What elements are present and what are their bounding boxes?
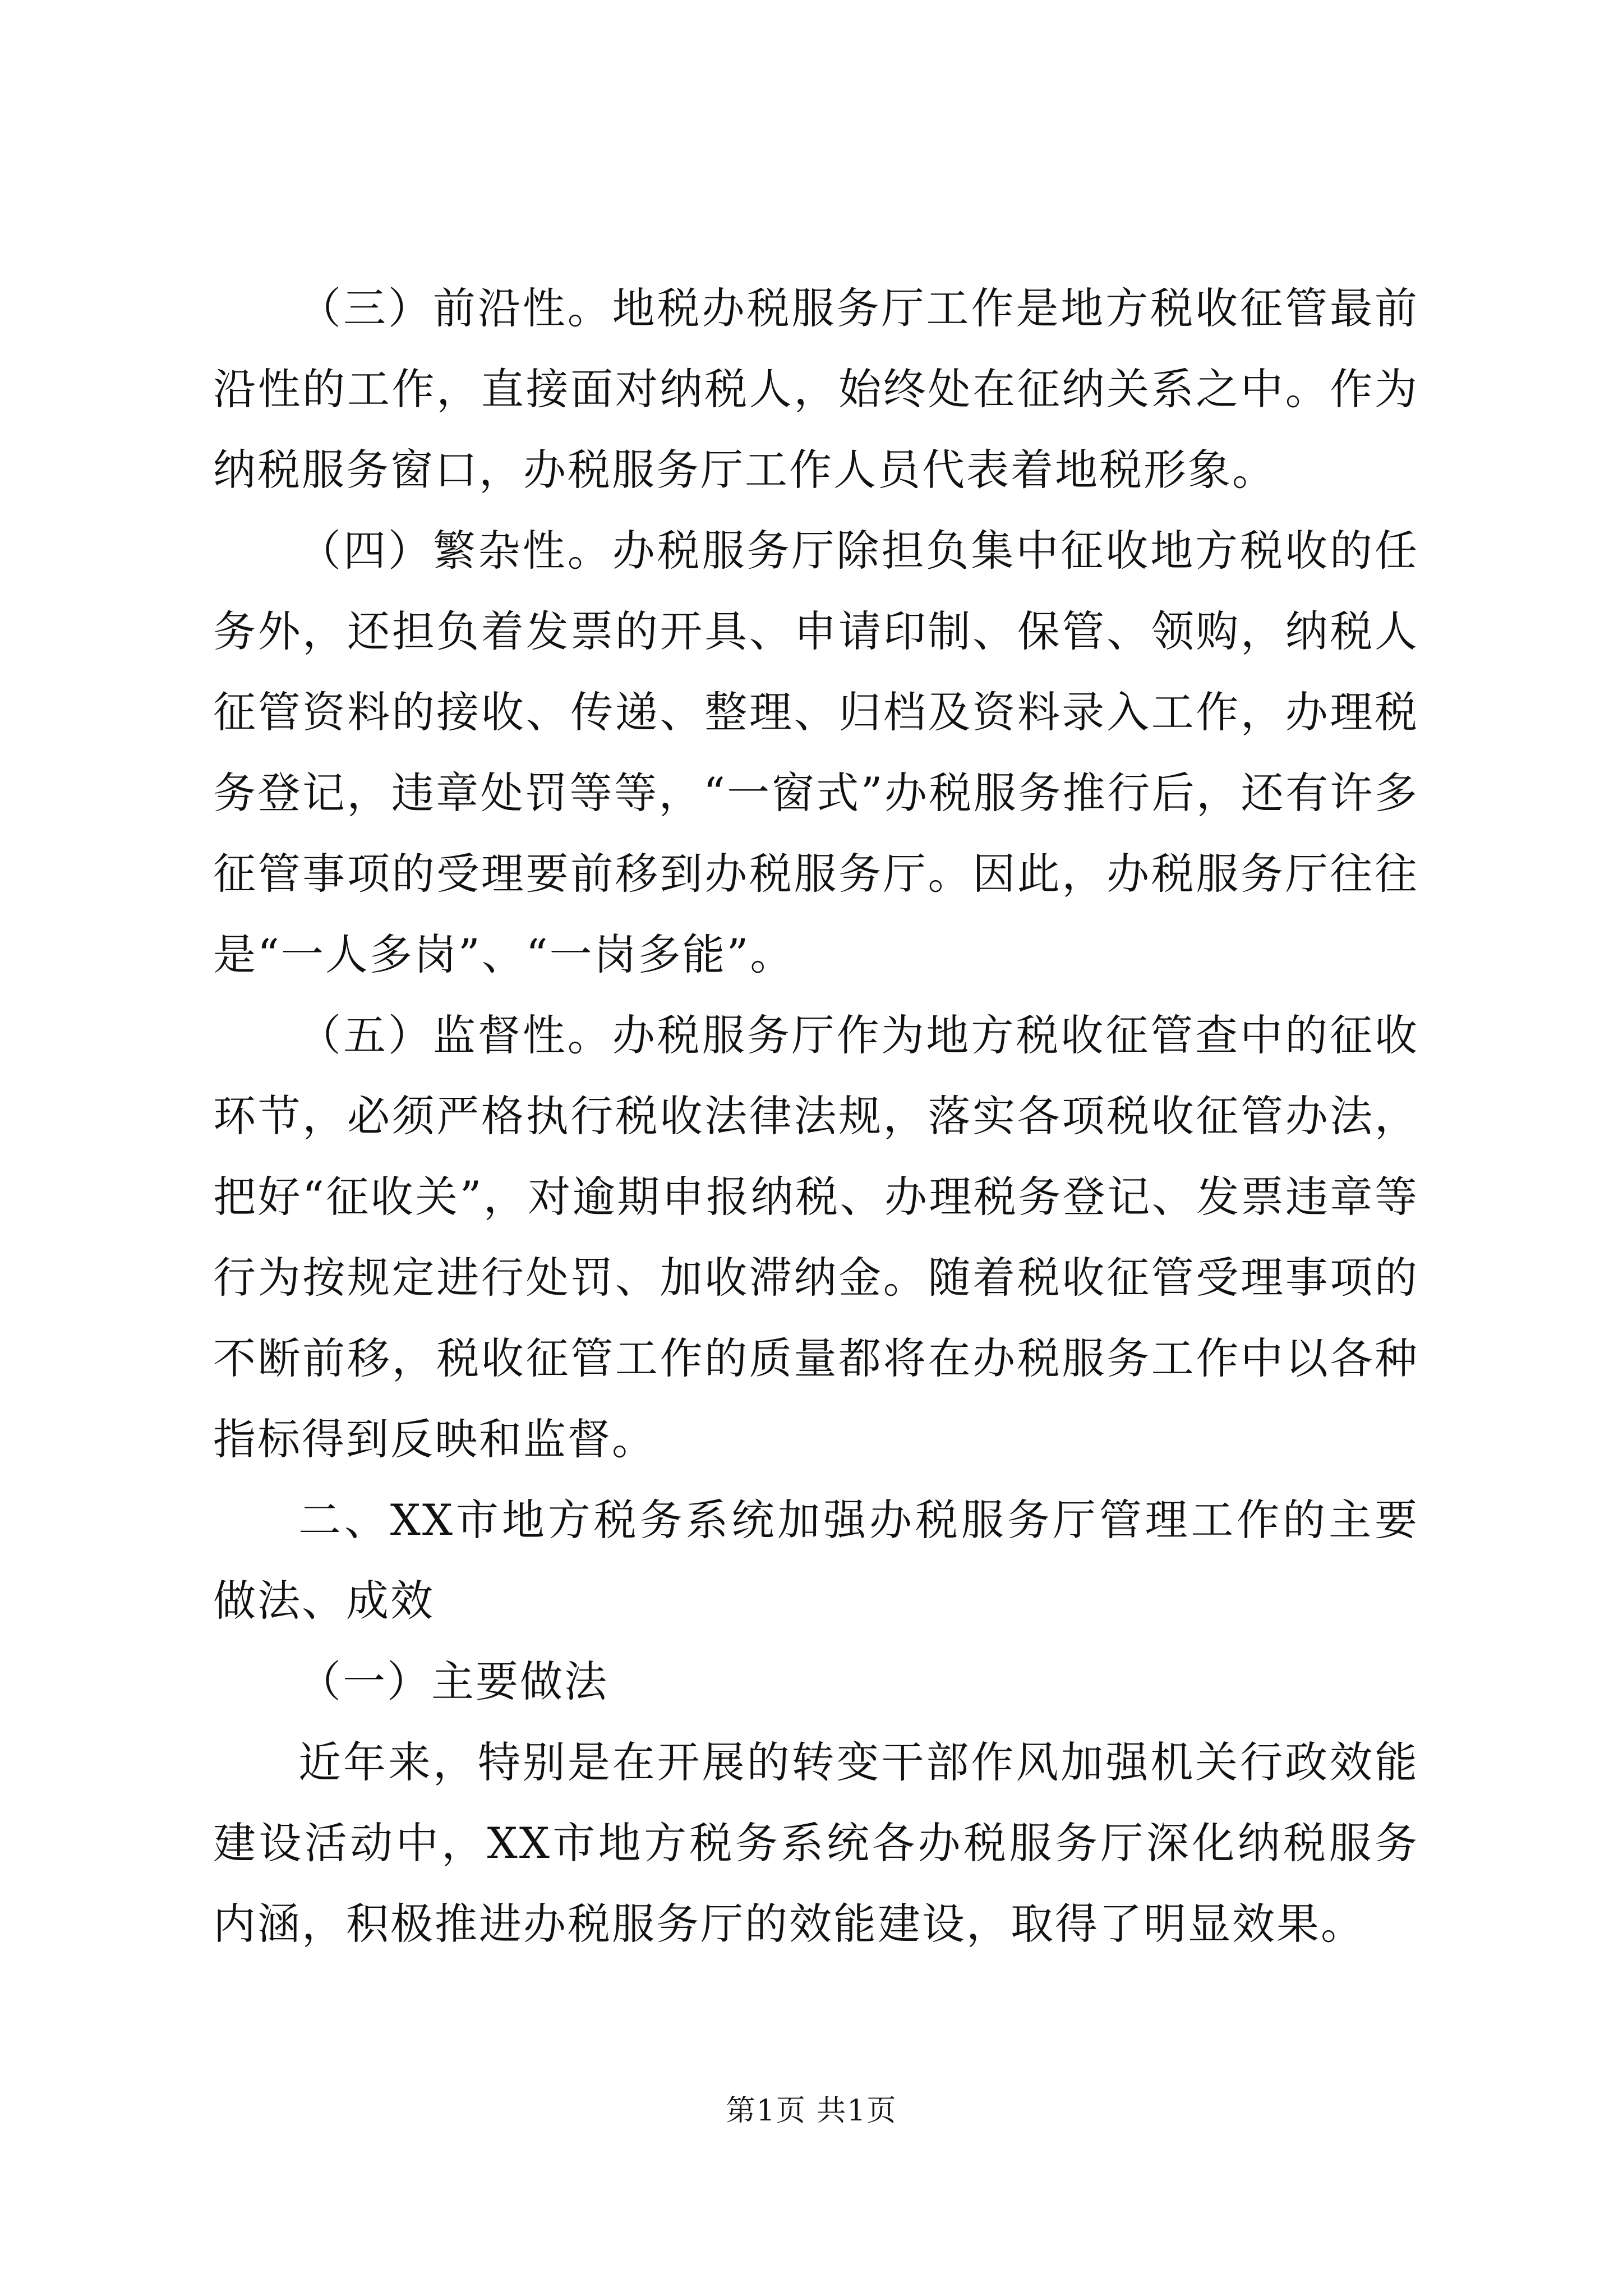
paragraph-frontier: （三）前沿性。地税办税服务厅工作是地方税收征管最前沿性的工作，直接面对纳税人，始终处在征纳关系之中。作为纳税服务窗口，办税服务厅工作人员代表着地税形象。	[213, 283, 1419, 495]
page-footer: 第1页 共1页	[726, 2094, 897, 2128]
paragraph-main-practices: 近年来，特别是在开展的转变干部作风加强机关行政效能建设活动中，XX市地方税务系统各办税服务厅深化纳税服务内涵，积极推进办税服务厅的效能建设，取得了明显效果。	[213, 1737, 1419, 1949]
paragraph-supervision: （五）监督性。办税服务厅作为地方税收征管查中的征收环节，必须严格执行税收法律法规，落实各项税收征管办法，把好“征收关”，对逾期申报纳税、办理税务登记、发票违章等行为按规定进行处罚、加收滞纳金。随着税收征管受理事项的不断前移，税收征管工作的质量都将在办税服务工作中以各种指标得到反映和监督。	[213, 1010, 1419, 1464]
subsection-heading: （一）主要做法	[298, 1657, 608, 1706]
document-body	[213, 268, 1419, 1964]
paragraph-complexity: （四）繁杂性。办税服务厅除担负集中征收地方税收的任务外，还担负着发票的开具、申请印制、保管、领购，纳税人征管资料的接收、传递、整理、归档及资料录入工作，办理税务登记，违章处罚等等，“一窗式”办税服务推行后，还有许多征管事项的受理要前移到办税服务厅。因此，办税服务厅往往是“一人多岗”、“一岗多能”。	[213, 526, 1419, 979]
section-heading: 二、XX市地方税务系统加强办税服务厅管理工作的主要做法、成效	[213, 1495, 1419, 1626]
